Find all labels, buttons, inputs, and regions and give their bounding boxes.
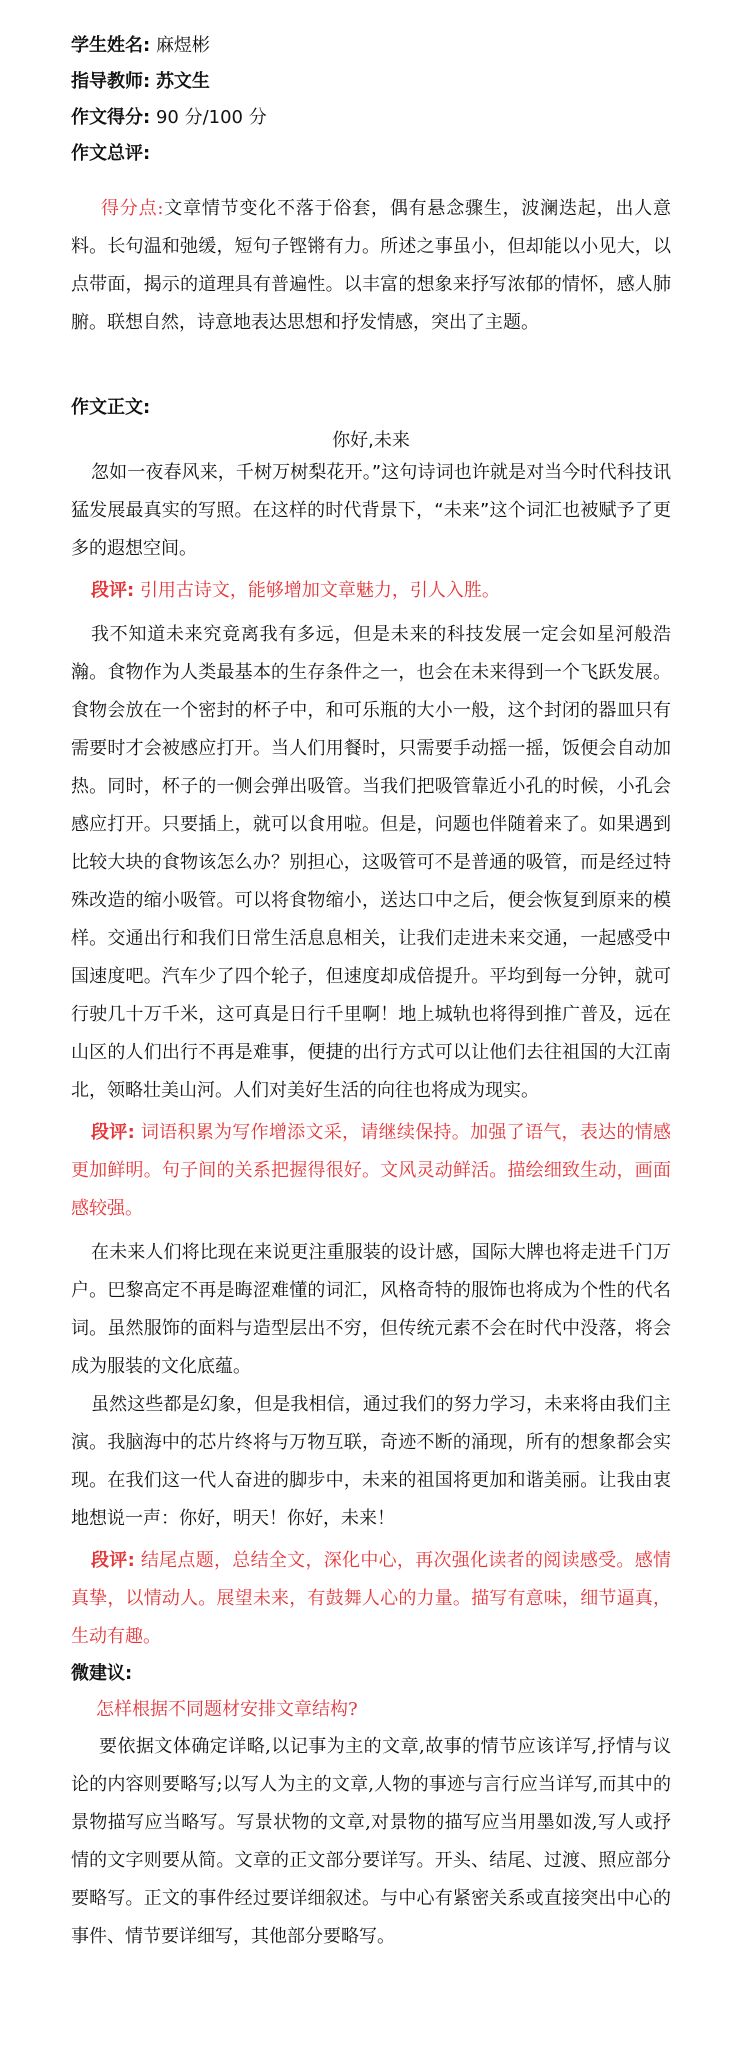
essay-paragraph-3: 在未来人们将比现在来说更注重服装的设计感，国际大牌也将走进千门万户。巴黎高定不再是晦涩难懂的词汇，风格奇特的服饰也将成为个性的代名词。虽然服饰的面料与造型层出不穷，但传统元素不会在时代中没落，将会成为服装的文化底蕴。	[71, 1242, 671, 1377]
suggestion-question: 怎样根据不同题材安排文章结构?	[96, 1699, 358, 1720]
comment-text: 引用古诗文，能够增加文章魅力，引人入胜。	[139, 580, 500, 601]
comment-tag: 段评:	[91, 580, 135, 601]
essay-body-label-row	[71, 396, 671, 420]
teacher-name: 苏文生	[155, 71, 210, 92]
score-row	[71, 106, 671, 130]
essay-paragraph-1: 忽如一夜春风来，千树万树梨花开。”这句诗词也许就是对当今时代科技讯猛发展最真实的写照。在这样的时代背景下，“未来”这个词汇也被赋予了更多的遐想空间。	[71, 462, 671, 559]
comment-tag: 段评:	[91, 1550, 135, 1571]
essay-paragraph-4: 虽然这些都是幻象，但是我相信，通过我们的努力学习，未来将由我们主演。我脑海中的芯片终将与万物互联，奇迹不断的涌现，所有的想象都会实现。在我们这一代人奋进的脚步中，未来的祖国将更加和谐美丽。让我由衷地想说一声：你好，明天！你好，未来！	[71, 1394, 671, 1529]
paragraph-comment-1	[71, 572, 671, 610]
score-value: 90 分/100 分	[155, 107, 267, 128]
summary-label-row	[71, 142, 671, 166]
summary-label: 作文总评:	[71, 143, 151, 164]
comment-text: 词语积累为写作增添文采，请继续保持。加强了语气，表达的情感更加鲜明。句子间的关系把握得很好。文风灵动鲜活。描绘细致生动，画面感较强。	[71, 1122, 671, 1219]
essay-title: 你好,未来	[332, 430, 410, 451]
points-label: 得分点:	[101, 198, 164, 219]
student-name: 麻煜彬	[155, 35, 210, 56]
paragraph-comment-3	[71, 1542, 671, 1656]
student-row	[71, 34, 671, 58]
summary-comment	[71, 190, 671, 342]
teacher-label: 指导教师:	[71, 71, 151, 92]
score-label: 作文得分:	[71, 107, 151, 128]
teacher-row	[71, 70, 671, 94]
suggestion-label: 微建议:	[71, 1663, 133, 1684]
summary-text: 文章情节变化不落于俗套，偶有悬念骤生，波澜迭起，出人意料。长句温和弛缓，短句子铿锵有力。所述之事虽小，但却能以小见大，以点带面，揭示的道理具有普遍性。以丰富的想象来抒写浓郁的情怀，感人肺腑。联想自然，诗意地表达思想和抒发情感，突出了主题。	[71, 198, 671, 333]
paragraph-comment-2	[71, 1114, 671, 1228]
essay-paragraph-2: 我不知道未来究竟离我有多远，但是未来的科技发展一定会如星河般浩瀚。食物作为人类最基本的生存条件之一，也会在未来得到一个飞跃发展。食物会放在一个密封的杯子中，和可乐瓶的大小一般，这个封闭的器皿只有需要时才会被感应打开。当人们用餐时，只需要手动摇一摇，饭便会自动加热。同时，杯子的一侧会弹出吸管。当我们把吸管靠近小孔的时候，小孔会感应打开。只要插上，就可以食用啦。但是，问题也伴随着来了。如果遇到比较大块的食物该怎么办？别担心，这吸管可不是普通的吸管，而是经过特殊改造的缩小吸管。可以将食物缩小，送达口中之后，便会恢复到原来的模样。交通出行和我们日常生活息息相关，让我们走进未来交通，一起感受中国速度吧。汽车少了四个轮子，但速度却成倍提升。平均到每一分钟，就可行驶几十万千米，这可真是日行千里啊！地上城轨也将得到推广普及，远在山区的人们出行不再是难事，便捷的出行方式可以让他们去往祖国的大江南北，领略壮美山河。人们对美好生活的向往也将成为现实。	[71, 624, 671, 1101]
suggestion-body: 要依据文体确定详略,以记事为主的文章,故事的情节应该详写,抒情与议论的内容则要略写;以写人为主的文章,人物的事迹与言行应当详写,而其中的景物描写应当略写。写景状物的文章,对景物的描写应当用墨如泼,写人或抒情的文字则要从简。文章的正文部分要详写。开头、结尾、过渡、照应部分要略写。正文的事件经过要详细叙述。与中心有紧密关系或直接突出中心的事件、情节要详细写，其他部分要略写。	[71, 1736, 671, 1947]
comment-tag: 段评:	[91, 1122, 135, 1143]
student-label: 学生姓名:	[71, 35, 151, 56]
comment-text: 结尾点题，总结全文，深化中心，再次强化读者的阅读感受。感情真挚，以情动人。展望未来，有鼓舞人心的力量。描写有意味，细节逼真，生动有趣。	[71, 1550, 671, 1647]
essay-body-label: 作文正文:	[71, 397, 151, 418]
